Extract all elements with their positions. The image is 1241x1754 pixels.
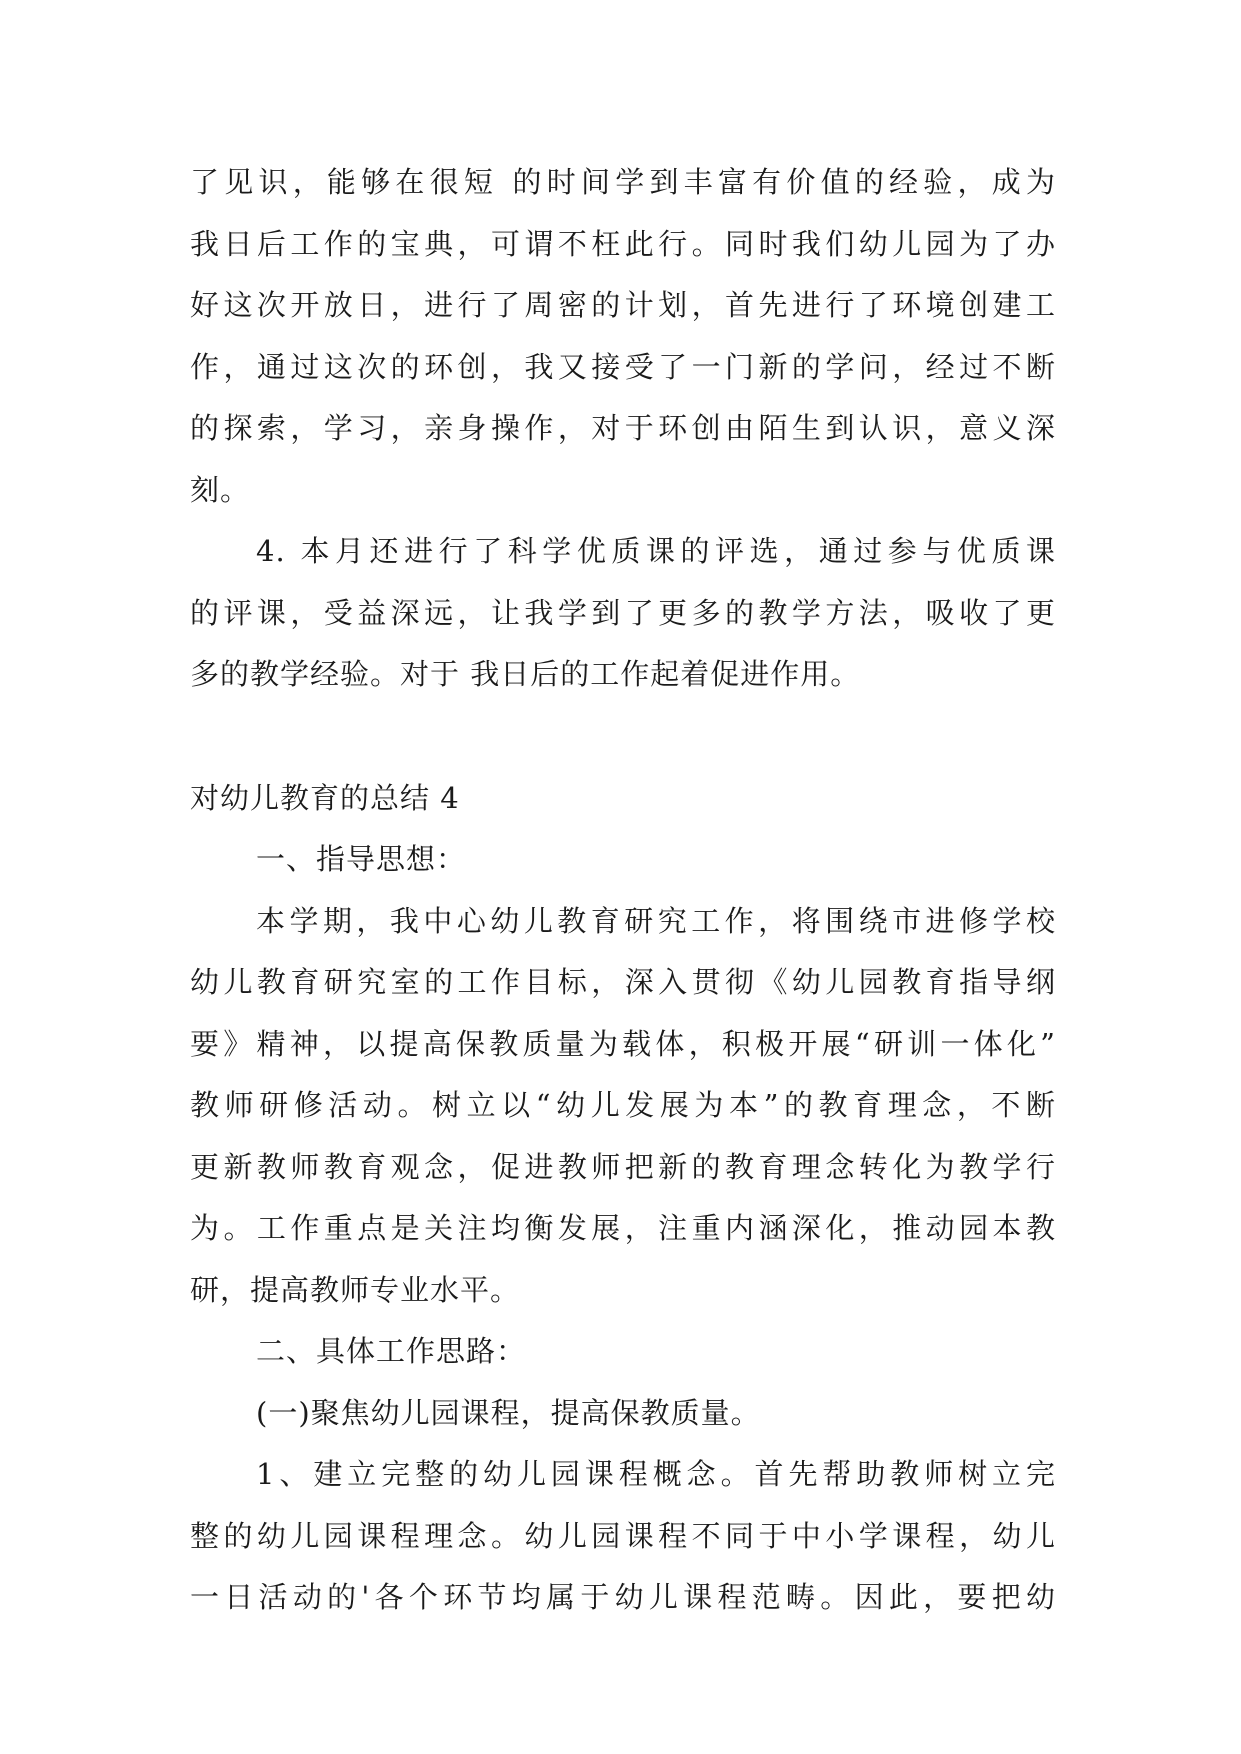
paragraph-curriculum-concept xyxy=(190,1444,1056,1629)
text-line: 的评课，受益深远，让我学到了更多的教学方法，吸收了更 xyxy=(190,595,1056,630)
text-line: 4. 本月还进行了科学优质课的评选，通过参与优质课 xyxy=(256,534,1056,568)
paragraph-guiding-thought xyxy=(190,891,1056,1322)
text-line: 的探索，学习，亲身操作，对于环创由陌生到认识，意义深 xyxy=(190,411,1056,445)
paragraph-item-4 xyxy=(190,521,1056,706)
document-page xyxy=(190,152,1056,1629)
heading-work-ideas: 二、具体工作思路： xyxy=(256,1334,527,1368)
text-line: 研，提高教师专业水平。 xyxy=(190,1272,521,1307)
text-line: 多的教学经验。对于 我日后的工作起着促进作用。 xyxy=(190,657,861,691)
text-line: 更新教师教育观念，促进教师把新的教育理念转化为教学行 xyxy=(190,1149,1056,1184)
subheading-curriculum: (一)聚焦幼儿园课程，提高保教质量。 xyxy=(256,1395,761,1430)
section-gap xyxy=(190,706,1056,768)
text-line: 幼儿教育研究室的工作目标，深入贯彻《幼儿园教育指导纲 xyxy=(190,965,1056,999)
text-line: 整的幼儿园课程理念。幼儿园课程不同于中小学课程，幼儿 xyxy=(190,1518,1056,1553)
text-line: 作，通过这次的环创，我又接受了一门新的学问，经过不断 xyxy=(190,349,1056,384)
paragraph-exhibition xyxy=(190,152,1056,521)
text-line: 要》精神，以提高保教质量为载体，积极开展“研训一体化” xyxy=(190,1026,1056,1061)
section-title: 对幼儿教育的总结 4 xyxy=(190,780,460,815)
text-line: 刻。 xyxy=(190,472,251,507)
text-line: 教师研修活动。树立以“幼儿发展为本”的教育理念，不断 xyxy=(190,1088,1056,1122)
text-line: 我日后工作的宝典，可谓不枉此行。同时我们幼儿园为了办 xyxy=(190,226,1056,261)
text-line: 为。工作重点是关注均衡发展，注重内涵深化，推动园本教 xyxy=(190,1211,1056,1245)
heading-guiding-thought: 一、指导思想： xyxy=(256,842,467,876)
text-line: 一日活动的'各个环节均属于幼儿课程范畴。因此，要把幼 xyxy=(190,1580,1056,1614)
text-line: 了见识，能够在很短 的时间学到丰富有价值的经验，成为 xyxy=(190,165,1056,199)
text-line: 本学期，我中心幼儿教育研究工作，将围绕市进修学校 xyxy=(256,903,1056,938)
text-line: 好这次开放日，进行了周密的计划，首先进行了环境创建工 xyxy=(190,288,1056,322)
text-line: 1、建立完整的幼儿园课程概念。首先帮助教师树立完 xyxy=(256,1457,1056,1491)
